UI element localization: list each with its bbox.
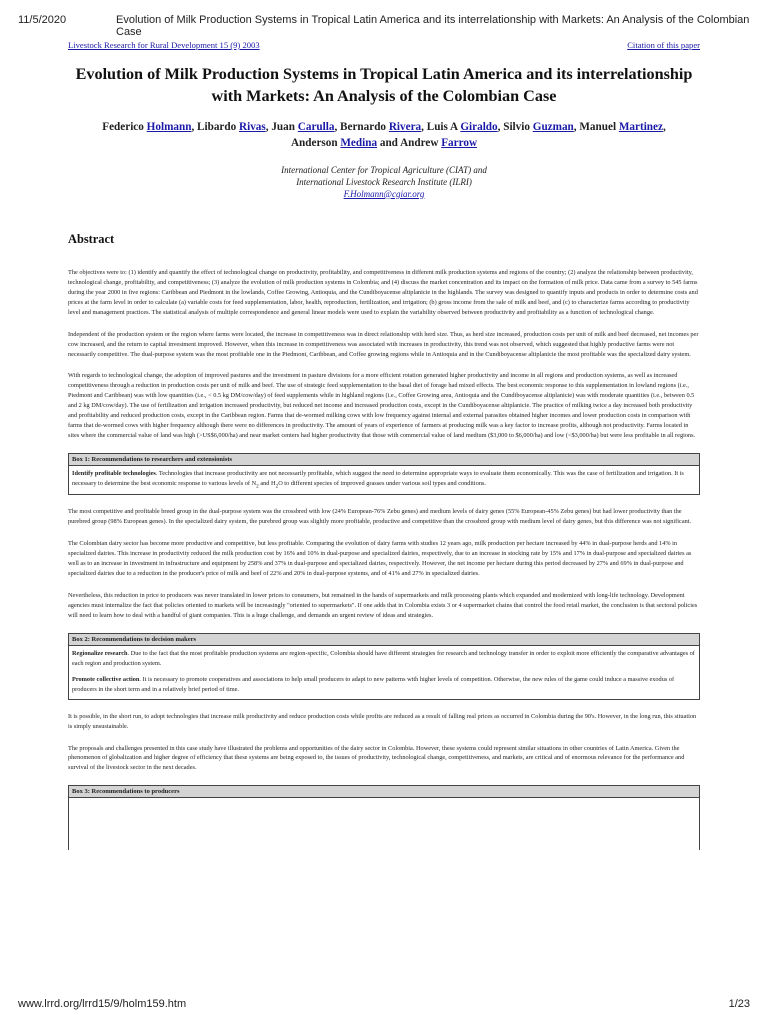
author-link[interactable]: Farrow (441, 136, 478, 149)
email-link[interactable]: F.Holmann@cgiar.org (343, 188, 425, 199)
print-page-number: 1/23 (728, 998, 750, 1010)
box-lead: Regionalize research (72, 649, 128, 657)
journal-link[interactable]: Livestock Research for Rural Development 15 (9) 2003 (68, 40, 260, 50)
box-title: Box 2: Recommendations to decision makers (69, 634, 699, 646)
author-link[interactable]: Guzman (532, 120, 574, 133)
print-header (18, 14, 750, 38)
affiliation (68, 164, 700, 200)
box-body: Identify profitable technologies. Technologies that increase productivity are not necessarily profitable, which suggest the need to determine appropriate ways to evaluate them economically. This was the case of fertilization and irrigation. It is necessary to determine the best economic response to various levels of $N_2$ and $H_2O$ to different species of improved grasses under various soil types and conditions. (72, 470, 684, 490)
box-1 (68, 453, 700, 495)
box-3 (68, 785, 700, 850)
author-link[interactable]: Medina (340, 136, 378, 149)
box-title: Box 1: Recommendations to researchers and extensionists (69, 454, 699, 466)
box-lead: Identify profitable technologies (72, 470, 156, 478)
author-link[interactable]: Giraldo (460, 120, 498, 133)
print-date: 11/5/2020 (18, 14, 67, 26)
print-page-title: Evolution of Milk Production Systems in Tropical Latin America and its interrelationship with Markets: An Analysis of the Colombian Case (116, 14, 750, 38)
author-list: Federico Holmann, Libardo Rivas, Juan Carulla, Bernardo Rivera, Luis A Giraldo, Silvio Guzman, Manuel Martinez, Anderson Medina and Andrew Farrow (102, 120, 666, 149)
abstract-paragraph: The objectives were to: (1) identify and quantify the effect of technological change on productivity, profitability, and competitiveness in different milk production systems and regions of the country; (2) analyze the relationship between productivity, technological change, profitability, and competitiveness; (3) analyze the evolution of milk production systems in Colombia; and (4) discuss the market concentration and its impact on the formation of milk price. Data came from a survey to 545 farms during the year 2000 in five regions: Caribbean and Piedmont in the lowlands, Coffee Growing, Antioquia, and the Cundiboyacense altiplanicie in the highlands. The survey was designed to quantify inputs and products in order to determine costs and prices at the farm level in order to calculate (a) variable costs for feed supplementation, labor, health, reproduction, fertilization, and irrigation; (b) gross income from the sale of milk and beef, and (c) to characterize farms according to productivity level and management practices. The statistical analysis of multiple correspondence and general linear models were used to explain the variability observed between productivity and profitability as a function of technological change. (68, 268, 698, 316)
author-link[interactable]: Martinez (618, 120, 663, 133)
abstract-paragraph: With regards to technological change, the adoption of improved pastures and the investment in pasture divisions for a more efficient rotation generated higher productivity and income in all regions and production systems, as well as increased competitiveness through a reduction in production costs per unit of milk and beef. The use of strategic feed supplementation to the basal diet of forage had mixed effects. The best economic response to this supplementation in lowland regions (i.e., Piedmont and Caribbean) was with low quantities (i.e., < 0.5 kg DM/cow/day) of feed supplements while in highland regions (i.e., Coffee Growing area, Antioquia and the Cundiboyacense altiplanicie) was with moderate quantities (i.e., between 0.5 and 2 kg DM/cow/day). The use of fertilization and irrigation increased productivity, but reduced net income and increased production costs, except in the Cundiboyacense altiplanicie. The practice of milking twice a day increased both productivity and profitability and reduced production costs, except in the Caribbean region. Farms that de-wormed milking cows with low frequency against internal and external parasites obtained higher incomes and lower production costs in comparison with farms that de-wormed cows with higher frequency although there were no differences in productivity. The amount of years of experience of farmers at producing milk was a key factor to increase profits, although not productivity. Farms located in sites where the commercial value of land was high (>US$6,000/ha) and near market centers had higher productivity that those with commercial value of land medium ($3,000 to $6,000/ha) and low (<$3,000/ha) but were less profitable in all regions. (68, 372, 696, 440)
author-link[interactable]: Rivas (239, 120, 266, 133)
abstract-paragraph: Nevertheless, this reduction in price to producers was never translated in lower prices to consumers, but remained in the hands of supermarkets and milk processing plants which expanded and modernized with long-life technology. Development agencies must internalize the fact that policies oriented to markets will be increasingly "oriented to supermarkets". If one adds that in Colombia exists 3 or 4 supermarket chains that control the food retail market, the conclusion is that sectoral policies will need to learn how to deal with a handful of giant companies. This is a huge challenge, and demands an urgent review of ideas and strategies. (68, 592, 698, 619)
abstract-paragraph: The Colombian dairy sector has become more productive and competitive, but less profitable. Comparing the evolution of dairy farms with studies 12 years ago, milk production per hectare increased by 44% in dual-purpose herds and 14% in specialized dairies. This increase in productivity reduced the milk production cost by 16% and 10% in dual-purpose and specialized dairies, respectively, due to an increase in stocking rate by 15% and 17% in dual-purpose and specialized dairies as well as to an increase in investment in infrastructure and equipment by 258% and 37% in dual-purpose and specialized dairies, respectively. However, the net income per hectare during this period decreased by 27% and 69% in dual-purpose and specialized dairies due to a reduction in the producer's price of milk and beef of 22% and 20% in dual-purpose systems, and of 41% and 27% in specialized dairies. (68, 540, 692, 578)
abstract-paragraph: Independent of the production system or the region where farms were located, the increase in competitiveness was in direct relationship with herd size. Thus, as herd size increased, production costs per unit of milk and beef decreased, net incomes per cow increased, and the return to capital investment improved. However, when this increase in competitiveness was associated with increases in productivity, this trend was not observed, which suggested that highly productive farms were not necessarily competitive. The dual-purpose system was the most profitable one in the Piedmont, Caribbean, and Coffee growing regions while in Antioquia and in the Cundiboyacense altiplanicie the most profitable was the specialized dairy system. (68, 330, 699, 358)
author-link[interactable]: Holmann (146, 120, 192, 133)
author-link[interactable]: Rivera (388, 120, 422, 133)
abstract-paragraph: It is possible, in the short run, to adopt technologies that increase milk productivity and reduce production costs while profits are reduced as a result of falling real prices as occurred in Colombia during the 90's. However, in the long run, this situation is simply unsustainable. (68, 712, 697, 730)
box-title: Box 3: Recommendations to producers (69, 786, 699, 798)
affiliation-line: International Center for Tropical Agriculture (CIAT) and (281, 164, 487, 175)
article (68, 40, 700, 850)
abstract-paragraph: The proposals and challenges presented in this case study have illustrated the problems and opportunities of the dairy sector in Colombia. However, these systems could represent similar situations in other countries of Latin America. Given the phenomenon of globalization and higher degree of efficiency that these systems are being exposed to, the issues of productivity, technological change, competitiveness, and markets, are critical and of enormous relevance for the performance and survival of the livestock sector in the next decades. (68, 744, 685, 772)
affiliation-line: International Livestock Research Institute (ILRI) (296, 176, 472, 187)
box-2 (68, 633, 700, 700)
author-link[interactable]: Carulla (297, 120, 335, 133)
citation-link[interactable]: Citation of this paper (627, 40, 700, 50)
abstract-heading: Abstract (68, 231, 115, 246)
print-url: www.lrrd.org/lrrd15/9/holm159.htm (18, 998, 187, 1010)
top-links (68, 40, 700, 50)
box-body: Regionalize research. Due to the fact that the most profitable production systems are region-specific, Colombia should have different strategies for research and technology transfer in order to exploit more efficiently the comparative advantages of each region and production system. Promote collective action. It is necessary to promote cooperatives and associations to help small producers to adapt to new patterns with higher levels of competition. Otherwise, the new rules of the game could induce a massive exodus of producers in the short term and in a relatively brief period of time. (72, 649, 695, 693)
box-lead: Promote collective action (72, 675, 140, 683)
print-footer (18, 998, 750, 1010)
abstract-paragraph: The most competitive and profitable breed group in the dual-purpose system was the crossbred with low (24% European-76% Zebu genes) and medium levels of dairy genes (55% European-45% Zebu genes) but had lower productivity than the purebred group (98% European genes). In the specialized dairy system, the purebred group was slightly more profitable, productive and competitive than the crossbred group with medium level of dairy genes, but this difference was not significant. (68, 508, 692, 526)
article-title: Evolution of Milk Production Systems in Tropical Latin America and its interrelationship with Markets: An Analysis of the Colombian Case (75, 65, 693, 105)
